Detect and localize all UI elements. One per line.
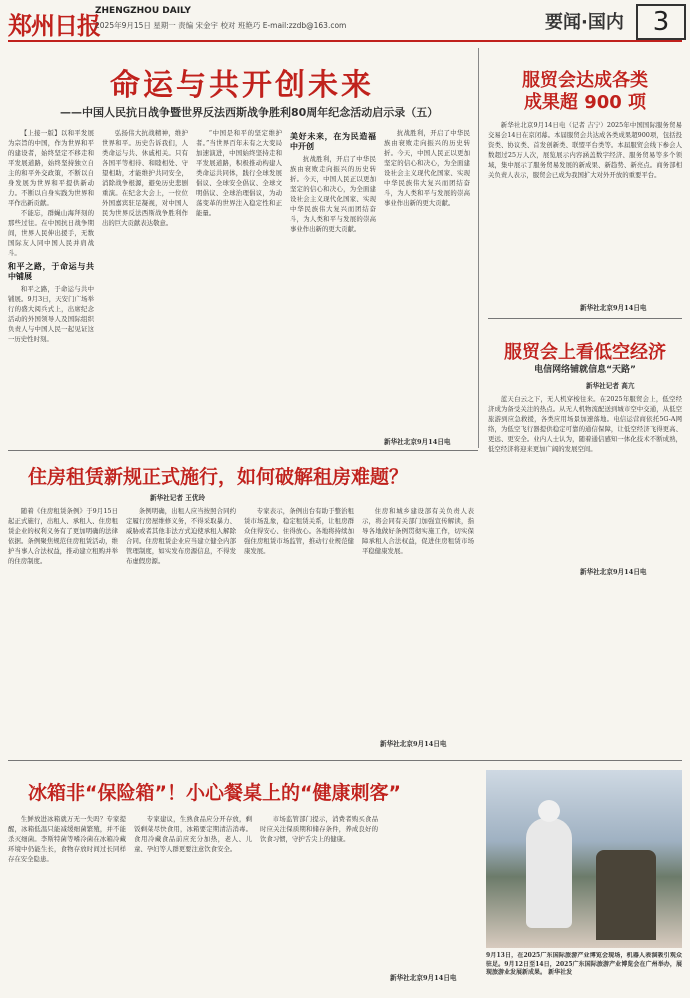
lead-paragraph: “中国是和平的坚定维护者。”当世界百年未有之大变局加速演进，中国始终坚持走和平发展道路，积极推动构建人类命运共同体，践行全球发展倡议、全球安全倡议、全球文明倡议、全球治理倡议，为动荡变革的世界注入稳定性和正能量。 <box>196 129 282 217</box>
lead-subhead-future: 美好未来，在为民造福中开创 <box>290 131 376 151</box>
article3-column-2 <box>134 814 252 984</box>
masthead-meta: 2025年9月15日 星期一 责编 宋金宇 校对 班艳巧 E-mail:zzdb@163.com <box>95 21 347 30</box>
lead-column-3 <box>196 128 282 438</box>
lead-paragraph: 【上接一版】以和平发展为宗旨的中国，作为世界和平的建设者，始终坚定不移走和平发展道路，始终坚持独立自主的和平外交政策，不断以自身发展为世界和平提供新动力。不断以自身实践为世界和平作出新贡献。 <box>8 129 94 207</box>
article2-paragraph: 住房和城乡建设部有关负责人表示，将会同有关部门加强宣传解读，指导各地做好条例贯彻实施工作，切实保障承租人合法权益，促进住房租赁市场平稳健康发展。 <box>362 507 474 555</box>
article3-paragraph: 专家建议，生熟食品应分开存放，剩饭剩菜尽快食用，冰箱要定期清洁消毒。食用冷藏食品前应充分加热，老人、儿童、孕妇等人群更要注意饮食安全。 <box>134 815 252 853</box>
page-number: 3 <box>636 4 686 40</box>
column-divider <box>478 48 479 448</box>
newspaper-logo: 郑州日报 <box>8 11 100 40</box>
article2-column-1 <box>8 506 118 751</box>
lead-column-1 <box>8 128 94 438</box>
photo-credit: 新华社发 <box>548 969 573 976</box>
lead-column-2 <box>102 128 188 438</box>
section-divider <box>488 318 682 319</box>
article3-column-3 <box>260 814 378 984</box>
article2-headline: 住房租赁新规正式施行，如何破解租房难题？ <box>28 466 409 488</box>
robot-figure <box>526 818 572 928</box>
article2-column-4 <box>362 506 474 751</box>
article2-paragraph: 条例明确，出租人应当按照合同约定履行房屋维修义务，不得采取暴力、威胁或者其他非法方式迫使承租人解除合同。住房租赁企业应当建立健全内部管理制度，如实发布房源信息，不得发布虚假房源。 <box>126 507 236 565</box>
section-divider <box>8 760 682 761</box>
spectator-figure <box>596 850 656 940</box>
lead-byline: 新华社北京9月14日电 <box>384 438 451 446</box>
lead-paragraph: 抗战胜利，开启了中华民族由衰败走向振兴的历史转折。今天，中国人民正以更加坚定的信心和决心，为全面建设社会主义现代化国家、实现中华民族伟大复兴而团结奋斗，为人类和平与发展的崇高事业作出新的更大贡献。 <box>384 129 470 207</box>
news2-reporter: 新华社记者 高亢 <box>586 382 635 390</box>
article2-byline: 新华社北京9月14日电 <box>380 740 447 748</box>
news1-byline: 新华社北京9月14日电 <box>580 304 647 312</box>
article2-reporter: 新华社记者 王优玲 <box>150 494 206 502</box>
photo-caption <box>486 952 682 996</box>
news2-subtitle: 电信网络铺就信息“天路” <box>534 365 636 375</box>
masthead-rule <box>8 40 682 42</box>
news-photo <box>486 770 682 948</box>
news2-paragraph: 蓝天白云之下，无人机穿梭往来。在2025年服贸会上，低空经济成为备受关注的热点。从无人机物流配送到城市空中交通，从低空旅游到应急救援，各类应用场景加速落地。电信运营商依托5G-A网络，为低空飞行器提供稳定可靠的通信保障，让低空经济飞得更高、更远、更安全。业内人士认为，随着通信感知一体化技术不断成熟，低空经济将迎来更加广阔的发展空间。 <box>488 395 682 453</box>
lead-paragraph: 抗战胜利，开启了中华民族由衰败走向振兴的历史转折。今天，中国人民正以更加坚定的信心和决心，为全面建设社会主义现代化国家、实现中华民族伟大复兴而团结奋斗，为人类和平与发展的崇高事业作出新的更大贡献。 <box>290 155 376 233</box>
article3-byline: 新华社北京9月14日电 <box>390 974 457 982</box>
article2-column-2 <box>126 506 236 751</box>
photo-caption-text: 9月13日，在2025广东国际旅游产业博览会现场，机器人表演吸引观众驻足。9月12日至14日，2025广东国际旅游产业博览会在广州举办，展现旅游业发展新成果。 <box>486 952 682 976</box>
news2-byline: 新华社北京9月14日电 <box>580 568 647 576</box>
lead-paragraph: 不能忘，群蝇山海拜刻的那些过往。在中国抗日战争期间，世界人民伸出援手，无数国际友人同中国人民并肩战斗。 <box>8 209 94 257</box>
lead-column-5 <box>384 128 470 438</box>
robot-head <box>538 800 560 822</box>
article2-paragraph: 随着《住房租赁条例》于9月15日起正式施行，出租人、承租人、住房租赁企业的权利义务有了更加明确的法律依据。条例聚焦规范住房租赁活动，维护当事人合法权益，推动建立租购并举的住房制度。 <box>8 507 118 565</box>
lead-column-4 <box>290 128 376 438</box>
news2-body <box>488 394 682 554</box>
news2-headline: 服贸会上看低空经济 <box>504 342 666 363</box>
article2-paragraph: 专家表示，条例出台有助于整治租赁市场乱象，稳定租赁关系，让租房群众住得安心、住得放心。各地将持续加强住房租赁市场监管，推动行业规范健康发展。 <box>244 507 354 555</box>
news1-paragraph: 新华社北京9月14日电（记者 吉宁）2025年中国国际服务贸易交易会14日在京闭幕。本届服贸会共达成各类成果超900项，包括投资类、协议类、首发创新类、联盟平台类等。本届服贸会线下参会人数超过25万人次，展览展示内容涵盖数字经济、服务贸易等多个领域，集中展示了服务贸易发展的新成果、新趋势、新亮点。商务部相关负责人表示，服贸会已成为我国扩大对外开放的重要平台。 <box>488 121 682 179</box>
article2-column-3 <box>244 506 354 751</box>
news1-body <box>488 120 682 300</box>
lead-subhead-peace: 和平之路，于命运与共中铺展 <box>8 261 94 281</box>
lead-subtitle: ——中国人民抗日战争暨世界反法西斯战争胜利80周年纪念活动启示录（五） <box>60 106 439 119</box>
news1-headline: 服贸会达成各类 成果超 900 项 <box>522 70 648 113</box>
newspaper-english-name: ZHENGZHOU DAILY <box>95 6 191 16</box>
article3-paragraph: 生鲜放进冰箱就万无一失吗？专家提醒，冰箱低温只能减缓细菌繁殖，并不能杀灭细菌。李斯特菌等嗜冷菌在冰箱冷藏环境中仍能生长，食物存放时间过长同样存在安全隐患。 <box>8 815 126 863</box>
lead-paragraph: 和平之路，于命运与共中铺展。9月3日，天安门广场举行的盛大阅兵式上，出席纪念活动的外国领导人及国际组织负责人与中国人民一起见证这一历史性时刻。 <box>8 285 94 343</box>
article3-paragraph: 市场监管部门提示，消费者购买食品时应关注保质期和储存条件，养成良好的饮食习惯，守护舌尖上的健康。 <box>260 815 378 843</box>
article3-column-1 <box>8 814 126 984</box>
section-divider <box>8 450 478 451</box>
section-name: 要闻·国内 <box>545 12 624 33</box>
lead-headline: 命运与共开创未来 <box>110 68 374 103</box>
lead-paragraph: 弘扬伟大抗战精神，维护世界和平。历史告诉我们，人类命运与共、休戚相关。只有各国平等相待、和睦相处、守望相助，才能维护共同安全，消除战争根源，避免历史悲剧重演。在纪念大会上，一位位外国嘉宾驻足凝视，对中国人民为世界反法西斯战争胜利作出的巨大贡献表达敬意。 <box>102 129 188 227</box>
article3-headline: 冰箱非“保险箱”！小心餐桌上的“健康刺客” <box>28 782 401 804</box>
